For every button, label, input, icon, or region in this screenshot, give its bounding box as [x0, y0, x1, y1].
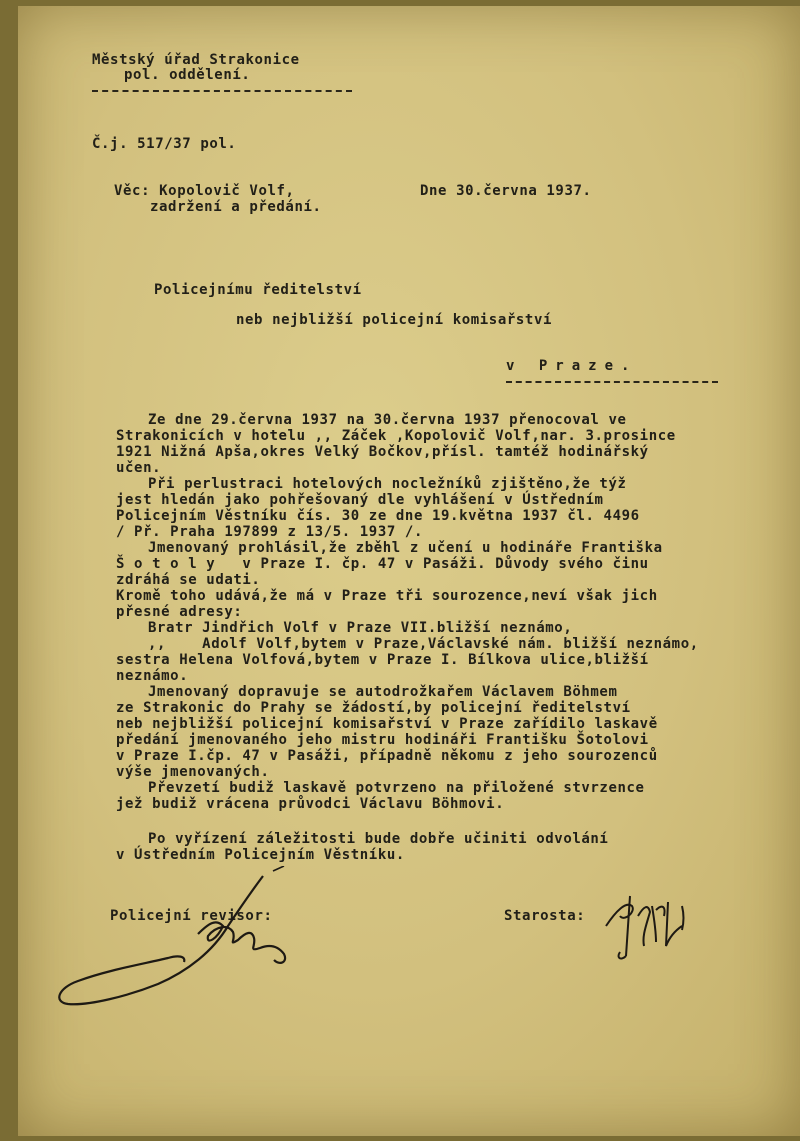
body-line: Jmenovaný dopravuje se autodrožkařem Václavem Böhmem [148, 684, 618, 700]
addressee-line-1: Policejnímu ředitelství [154, 282, 362, 298]
body-line: 1921 Nižná Apša,okres Velký Bočkov,přísl. tamtéž hodinářský [116, 444, 649, 460]
letter-date: Dne 30.června 1937. [420, 183, 592, 199]
body-line: v Praze I.čp. 47 v Pasáži, případně někomu z jeho sourozenců [116, 748, 658, 764]
body-line: učen. [116, 460, 162, 476]
city-underline [506, 381, 718, 383]
closing-line-2: v Ústředním Policejním Věstníku. [116, 847, 405, 863]
body-line: Bratr Jindřich Volf v Praze VII.bližší neznámo, [148, 620, 573, 636]
body-line: jest hledán jako pohřešovaný dle vyhlášení v Ústředním [116, 492, 604, 508]
closing-line-1: Po vyřízení záležitosti bude dobře učiniti odvolání [148, 831, 609, 847]
body-line: Policejním Věstníku čís. 30 ze dne 19.května 1937 čl. 4496 [116, 508, 640, 524]
reference-number: Č.j. 517/37 pol. [92, 136, 237, 152]
body-line: Strakonicích v hotelu ,, Záček ,Kopolovič Volf,nar. 3.prosince [116, 428, 676, 444]
body-line: neb nejbližší policejní komisařství v Praze zařídilo laskavě [116, 716, 658, 732]
body-line: jež budiž vrácena průvodci Václavu Böhmovi. [116, 796, 505, 812]
body-line: výše jmenovaných. [116, 764, 270, 780]
revisor-label: Policejní revisor: [110, 908, 273, 924]
addressee-city: v Praze. [506, 358, 638, 374]
revisor-signature [48, 866, 338, 1026]
header-divider [92, 90, 352, 92]
body-line: Jmenovaný prohlásil,že zběhl z učení u hodináře Františka [148, 540, 663, 556]
body-line: neznámo. [116, 668, 189, 684]
body-line: ,, Adolf Volf,bytem v Praze,Václavské nám. bližší neznámo, [148, 636, 699, 652]
body-line: Při perlustraci hotelových nocležníků zjištěno,že týž [148, 476, 627, 492]
body-line: Š o t o l y v Praze I. čp. 47 v Pasáži. Důvody svého činu [116, 556, 649, 572]
office-name: Městský úřad Strakonice [92, 52, 300, 68]
office-department: pol. oddělení. [124, 67, 251, 83]
mayor-signature [586, 886, 706, 966]
document-page [18, 6, 800, 1136]
body-line: Ze dne 29.června 1937 na 30.června 1937 přenocoval ve [148, 412, 627, 428]
subject-line-1: Věc: Kopolovič Volf, [114, 183, 295, 199]
mayor-label: Starosta: [504, 908, 586, 924]
body-line: zdráhá se udati. [116, 572, 261, 588]
body-line: přesné adresy: [116, 604, 243, 620]
body-line: sestra Helena Volfová,bytem v Praze I. Bílkova ulice,bližší [116, 652, 649, 668]
body-line: Převzetí budiž laskavě potvrzeno na přiložené stvrzence [148, 780, 645, 796]
addressee-line-2: neb nejbližší policejní komisařství [236, 312, 553, 328]
body-line: Kromě toho udává,že má v Praze tři sourozence,neví však jich [116, 588, 658, 604]
body-line: ze Strakonic do Prahy se žádostí,by policejní ředitelství [116, 700, 631, 716]
body-line: / Př. Praha 197899 z 13/5. 1937 /. [116, 524, 423, 540]
body-line: předání jmenovaného jeho mistru hodináři Františku Šotolovi [116, 732, 649, 748]
subject-line-2: zadržení a předání. [150, 199, 322, 215]
